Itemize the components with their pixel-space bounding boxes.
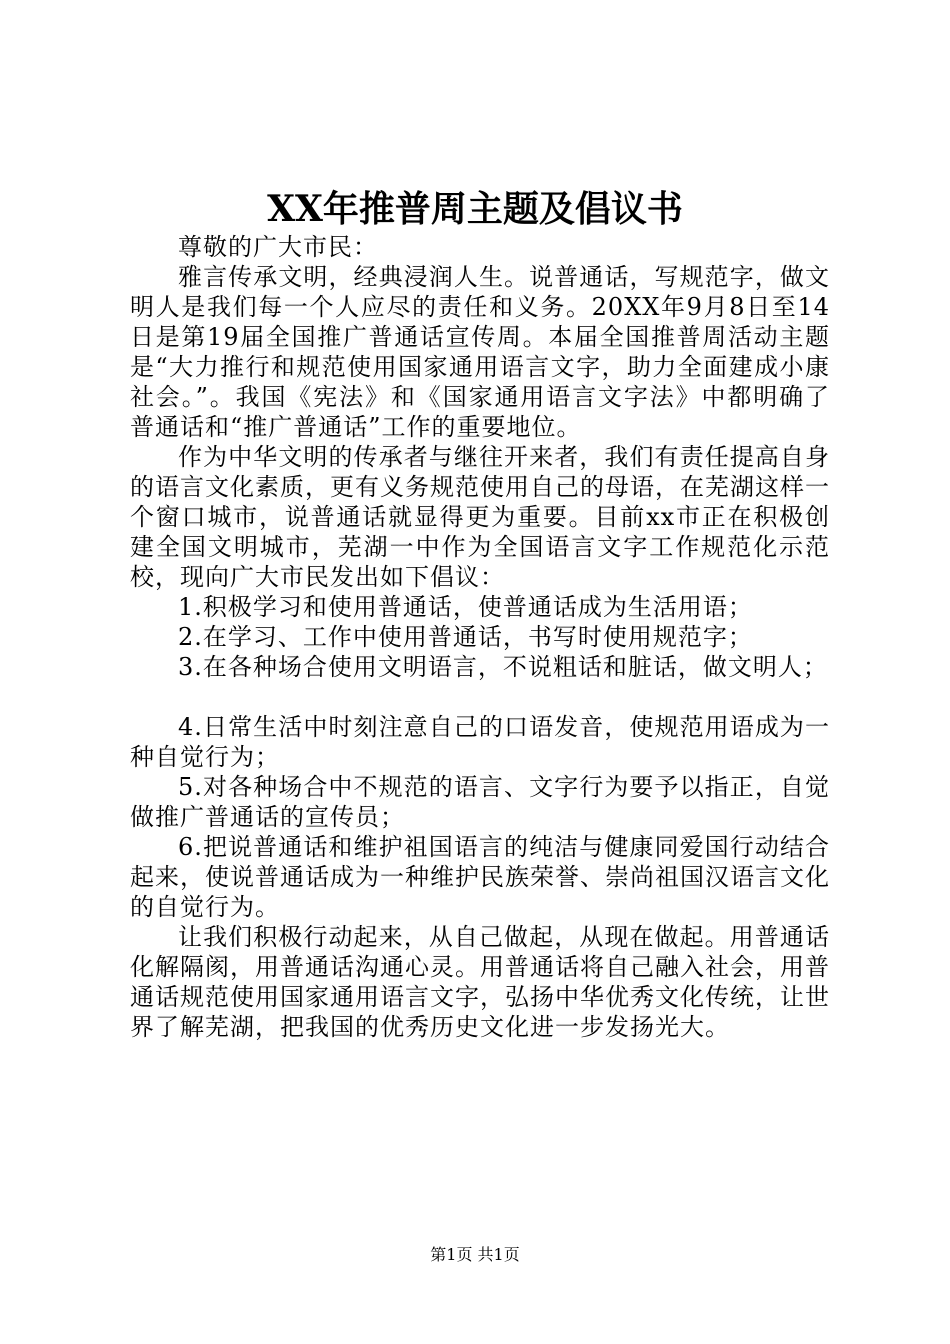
proposal-item-5: 5.对各种场合中不规范的语言、文字行为要予以指正，自觉做推广普通话的宣传员； [130,773,830,831]
paragraph-proposal: 作为中华文明的传承者与继往开来者，我们有责任提高自身的语言文化素质，更有义务规范使用自己的母语，在芜湖这样一个窗口城市，说普通话就显得更为重要。目前xx市正在积极创建全国文明城市，芜湖一中作为全国语言文字工作规范化示范校，现向广大市民发出如下倡议： [130,443,830,591]
document-title: XX年推普周主题及倡议书 [267,188,683,230]
proposal-item-1: 1.积极学习和使用普通话，使普通话成为生活用语； [178,593,753,621]
proposal-item-3: 3.在各种场合使用文明语言，不说粗话和脏话，做文明人； [178,653,828,681]
document-body [130,232,830,1042]
salutation: 尊敬的广大市民： [178,233,378,261]
proposal-item-6: 6.把说普通话和维护祖国语言的纯洁与健康同爱国行动结合起来，使说普通话成为一种维护民族荣誉、崇尚祖国汉语言文化的自觉行为。 [130,833,830,921]
proposal-item-4: 4.日常生活中时刻注意自己的口语发音，使规范用语成为一种自觉行为； [130,713,830,771]
paragraph-intro: 雅言传承文明，经典浸润人生。说普通话，写规范字，做文明人是我们每一个人应尽的责任和义务。20XX年9月8日至14日是第19届全国推广普通话宣传周。本届全国推普周活动主题是“大力推行和规范使用国家通用语言文字，助力全面建成小康社会。”。我国《宪法》和《国家通用语言文字法》中都明确了普通话和“推广普通话”工作的重要地位。 [130,263,830,441]
proposal-item-2: 2.在学习、工作中使用普通话，书写时使用规范字； [178,623,753,651]
page-number-footer: 第1页 共1页 [430,1245,520,1264]
paragraph-closing: 让我们积极行动起来，从自己做起，从现在做起。用普通话化解隔阂，用普通话沟通心灵。用普通话将自己融入社会，用普通话规范使用国家通用语言文字，弘扬中华优秀文化传统，让世界了解芜湖，把我国的优秀历史文化进一步发扬光大。 [130,923,830,1041]
